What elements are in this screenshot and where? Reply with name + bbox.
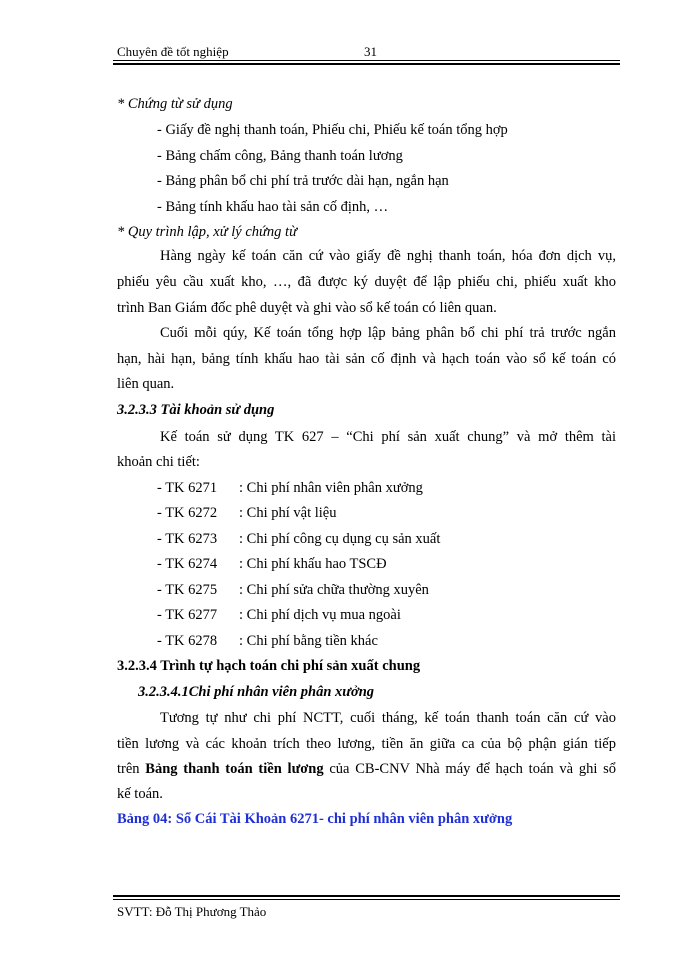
footer-author: SVTT: Đỗ Thị Phương Thảo	[117, 904, 267, 919]
procedure-subheading: 3.2.3.4.1Chi phí nhân viên phân xưởng	[138, 684, 375, 700]
list-item: - Giấy đề nghị thanh toán, Phiếu chi, Phiếu kế toán tổng hợp	[157, 122, 508, 138]
paragraph-line: tiền lương và các khoản trích theo lương, tiền ăn giữa ca của bộ phận gián tiếp	[117, 736, 616, 752]
footer-rule	[113, 899, 620, 900]
account-row	[157, 530, 440, 548]
paragraph-line: phiếu yêu cầu xuất kho, …, đã được ký duyệt để lập phiếu chi, phiếu xuất kho	[117, 274, 616, 290]
account-row	[157, 555, 387, 573]
table-caption: Bảng 04: Sổ Cái Tài Khoản 6271- chi phí nhân viên phân xưởng	[117, 811, 513, 827]
paragraph-line: Kế toán sử dụng TK 627 – “Chi phí sản xuất chung” và mở thêm tài	[160, 429, 616, 445]
page-number: 31	[364, 44, 377, 59]
account-row	[157, 606, 401, 624]
footer-rule-thick	[113, 895, 620, 897]
account-row	[157, 581, 429, 599]
bold-term: Bảng thanh toán tiền lương	[145, 761, 324, 777]
account-code: - TK 6272	[157, 505, 218, 521]
paragraph-line	[117, 760, 616, 778]
paragraph-line: Tương tự như chi phí NCTT, cuối tháng, kế toán thanh toán căn cứ vào	[160, 710, 616, 726]
paragraph-line: hạn, hài hạn, bảng tính khấu hao tài sản cố định và hạch toán vào sổ kế toán có	[117, 351, 616, 367]
process-heading: * Quy trình lập, xử lý chứng từ	[117, 224, 297, 240]
account-desc: : Chi phí công cụ dụng cụ sản xuất	[239, 531, 441, 547]
paragraph-line: liên quan.	[117, 376, 175, 392]
paragraph-line: Cuối mỗi qúy, Kế toán tổng hợp lập bảng phân bổ chi phí trả trước ngắn	[160, 325, 616, 341]
procedure-heading: 3.2.3.4 Trình tự hạch toán chi phí sản xuất chung	[117, 658, 421, 674]
paragraph-line: trình Ban Giám đốc phê duyệt và ghi vào sổ kế toán có liên quan.	[117, 300, 497, 316]
account-row	[157, 632, 378, 650]
account-code: - TK 6274	[157, 556, 218, 572]
account-desc: : Chi phí nhân viên phân xưởng	[239, 480, 423, 496]
header-rule-thick	[113, 63, 620, 65]
list-item: - Bảng tính khấu hao tài sản cố định, …	[157, 199, 389, 215]
account-code: - TK 6273	[157, 531, 218, 547]
account-code: - TK 6271	[157, 480, 218, 496]
account-row	[157, 479, 423, 497]
header-title: Chuyên đề tốt nghiệp	[117, 44, 229, 59]
accounts-heading: 3.2.3.3 Tài khoản sử dụng	[117, 402, 275, 418]
paragraph-line: Hàng ngày kế toán căn cứ vào giấy đề nghị thanh toán, hóa đơn dịch vụ,	[160, 248, 616, 264]
header-rule	[113, 60, 620, 61]
list-item: - Bảng chấm công, Bảng thanh toán lương	[157, 148, 403, 164]
account-desc: : Chi phí khấu hao TSCĐ	[239, 556, 387, 572]
paragraph-text: trên	[117, 761, 146, 777]
account-code: - TK 6275	[157, 582, 218, 598]
account-row	[157, 504, 336, 522]
account-code: - TK 6278	[157, 633, 218, 649]
paragraph-text: của CB-CNV Nhà máy để hạch toán và ghi sổ	[323, 761, 616, 777]
list-item: - Bảng phân bổ chi phí trả trước dài hạn, ngắn hạn	[157, 173, 449, 189]
account-desc: : Chi phí dịch vụ mua ngoài	[239, 607, 401, 623]
account-desc: : Chi phí vật liệu	[239, 505, 337, 521]
account-desc: : Chi phí bằng tiền khác	[239, 633, 378, 649]
account-desc: : Chi phí sửa chữa thường xuyên	[239, 582, 429, 598]
docs-heading: * Chứng từ sử dụng	[117, 96, 233, 112]
paragraph-line: khoản chi tiết:	[117, 454, 200, 470]
paragraph-line: kế toán.	[117, 786, 163, 802]
account-code: - TK 6277	[157, 607, 218, 623]
